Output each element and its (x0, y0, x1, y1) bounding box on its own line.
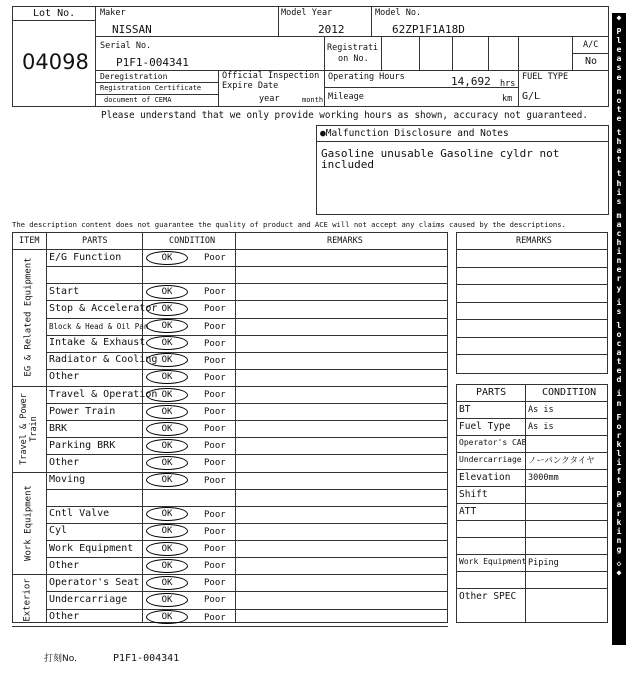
condition-poor: Poor (204, 355, 226, 366)
condition-ok-marked: OK (146, 422, 188, 436)
condition-poor: Poor (204, 509, 226, 520)
malfunction-title: ●Malfunction Disclosure and Notes (320, 128, 509, 139)
year-label: year (259, 94, 280, 104)
condition-ok-marked: OK (146, 593, 188, 607)
condition-poor: Poor (204, 321, 226, 332)
condition-ok-marked: OK (146, 576, 188, 590)
lot-value: 04098 (22, 50, 89, 74)
right-remarks-box (456, 232, 608, 374)
part-label: Work Equipment (49, 542, 134, 554)
condition-ok-marked: OK (146, 405, 188, 419)
condition-poor: Poor (204, 372, 226, 383)
right-part-label: Undercarriage (459, 455, 522, 464)
group-label: Work Equipment (23, 484, 33, 561)
registration-certificate-label: Registration Certificate (100, 84, 202, 92)
expire-date-label: Expire Date (222, 81, 279, 91)
official-inspection-label: Official Inspection (222, 71, 320, 81)
col-item-header: ITEM (19, 236, 40, 246)
condition-poor: Poor (204, 304, 226, 315)
registration-label-1: Registrati (327, 43, 379, 53)
condition-poor: Poor (204, 544, 226, 554)
col-remarks-header: REMARKS (327, 236, 363, 246)
group-label: EG & Related Equipment (23, 257, 34, 378)
cema-label: document of CEMA (104, 96, 172, 104)
maker-label: Maker (100, 8, 126, 18)
right-part-label: Elevation (459, 472, 511, 483)
part-label: Moving (49, 474, 86, 486)
right-part-label: ATT (459, 506, 477, 517)
model-year-value: 2012 (318, 23, 345, 36)
right-part-label: Shift (459, 489, 488, 500)
fuel-type-label: FUEL TYPE (522, 72, 569, 82)
ac-value: No (585, 56, 598, 67)
right-condition-header: CONDITION (542, 387, 597, 398)
part-label: Travel & Operation (49, 388, 158, 400)
part-label: Cyl (49, 525, 68, 537)
condition-ok-marked: OK (146, 353, 188, 367)
right-part-label: Operator's CAB (459, 438, 527, 447)
condition-poor: Poor (204, 424, 226, 435)
condition-poor: Poor (204, 526, 226, 537)
condition-ok-marked: OK (146, 302, 188, 316)
right-part-label: Work Equipment (459, 557, 527, 566)
right-part-label: Other SPEC (459, 591, 517, 602)
condition-poor: Poor (204, 407, 226, 418)
model-year-label: Model Year (281, 8, 333, 18)
part-label: Operator's Seat (49, 576, 140, 588)
part-label: Radiator & Cooling (49, 354, 158, 366)
lot-label: Lot No. (33, 8, 76, 19)
condition-poor: Poor (204, 475, 226, 486)
model-no-label: Model No. (375, 8, 422, 18)
mileage-label: Mileage (328, 92, 364, 102)
right-condition-value: Piping (528, 558, 559, 568)
condition-ok-marked: OK (146, 559, 188, 573)
part-label: BRK (49, 422, 68, 434)
side-notice-banner: ◆ P l e a s e n o t e t h a t t h i s m a c h i n e r y i s l o c a t e d i n F o r k l i f t P a r k i n g ◇ ◆ (612, 13, 626, 645)
part-label: Undercarriage (49, 593, 128, 605)
condition-poor: Poor (204, 390, 226, 400)
part-label: Other (49, 559, 80, 571)
right-condition-value: As is (528, 422, 554, 432)
right-condition-value: 3000mm (528, 473, 559, 483)
registration-label-2: on No. (338, 54, 369, 64)
condition-ok-marked: OK (146, 610, 188, 624)
malfunction-text-1: Gasoline unusable Gasoline cyldr not (321, 147, 560, 160)
condition-poor: Poor (204, 612, 226, 623)
part-label: Block & Head & Oil Pan (49, 321, 149, 331)
operating-hours-label: Operating Hours (328, 72, 405, 82)
serial-label: Serial No. (100, 41, 152, 51)
part-label: Intake & Exhaust (49, 337, 146, 349)
engraved-label: 打刻No. (44, 654, 77, 664)
disclaimer: The description content does not guarantee the quality of product and ACE will not accept any claims caused by the descriptions. (12, 220, 566, 229)
condition-poor: Poor (204, 253, 226, 263)
km-unit: km (502, 94, 513, 104)
part-label: Parking BRK (49, 439, 116, 451)
fuel-type-value: G/L (522, 91, 541, 102)
part-label: Start (49, 285, 80, 297)
condition-ok-marked: OK (146, 388, 188, 402)
condition-ok-marked: OK (146, 439, 188, 453)
condition-poor: Poor (204, 561, 226, 572)
condition-poor: Poor (204, 338, 226, 349)
condition-ok-marked: OK (146, 507, 188, 521)
col-parts-header: PARTS (82, 236, 108, 246)
part-label: E/G Function (49, 251, 122, 263)
part-label: Other (49, 371, 80, 383)
condition-ok-marked: OK (146, 524, 188, 538)
condition-ok-marked: OK (146, 336, 188, 350)
model-no-value: 62ZP1F1A18D (392, 23, 465, 36)
condition-ok-marked: OK (146, 370, 188, 384)
deregistration-label: Deregistration (100, 72, 168, 81)
right-remarks-header: REMARKS (516, 236, 552, 246)
part-label: Stop & Accelerator (49, 302, 158, 314)
part-label: Cntl Valve (49, 508, 110, 520)
group-label: Travel & Power Train (19, 392, 39, 465)
serial-value: P1F1-004341 (116, 56, 189, 69)
right-condition-value: As is (528, 405, 554, 415)
col-condition-header: CONDITION (169, 236, 216, 246)
condition-ok-marked: OK (146, 473, 188, 487)
condition-poor: Poor (204, 441, 226, 452)
group-label: Exterior (22, 578, 33, 622)
condition-ok-marked: OK (146, 285, 188, 299)
condition-poor: Poor (204, 595, 226, 606)
condition-ok-marked: OK (146, 319, 188, 333)
maker-value: NISSAN (112, 23, 152, 36)
engraved-value: P1F1-004341 (113, 653, 180, 664)
condition-poor: Poor (204, 578, 226, 589)
malfunction-text-2: included (321, 158, 374, 171)
right-condition-value: ノーパンクタイヤ (528, 456, 595, 466)
condition-ok-marked: OK (146, 542, 188, 556)
month-label: month (302, 96, 324, 104)
condition-poor: Poor (204, 458, 226, 469)
right-part-label: Fuel Type (459, 421, 511, 432)
part-label: Power Train (49, 405, 116, 417)
ac-label: A/C (583, 40, 599, 50)
hrs-unit: hrs (500, 79, 516, 89)
part-label: Other (49, 611, 80, 622)
right-part-label: BT (459, 404, 471, 415)
right-parts-header: PARTS (476, 387, 507, 398)
condition-poor: Poor (204, 287, 226, 298)
hours-notice: Please understand that we only provide working hours as shown, accuracy not guaranteed. (101, 110, 588, 121)
part-label: Other (49, 456, 80, 468)
condition-ok-marked: OK (146, 251, 188, 265)
operating-hours-value: 14,692 (451, 75, 491, 88)
condition-ok-marked: OK (146, 456, 188, 470)
